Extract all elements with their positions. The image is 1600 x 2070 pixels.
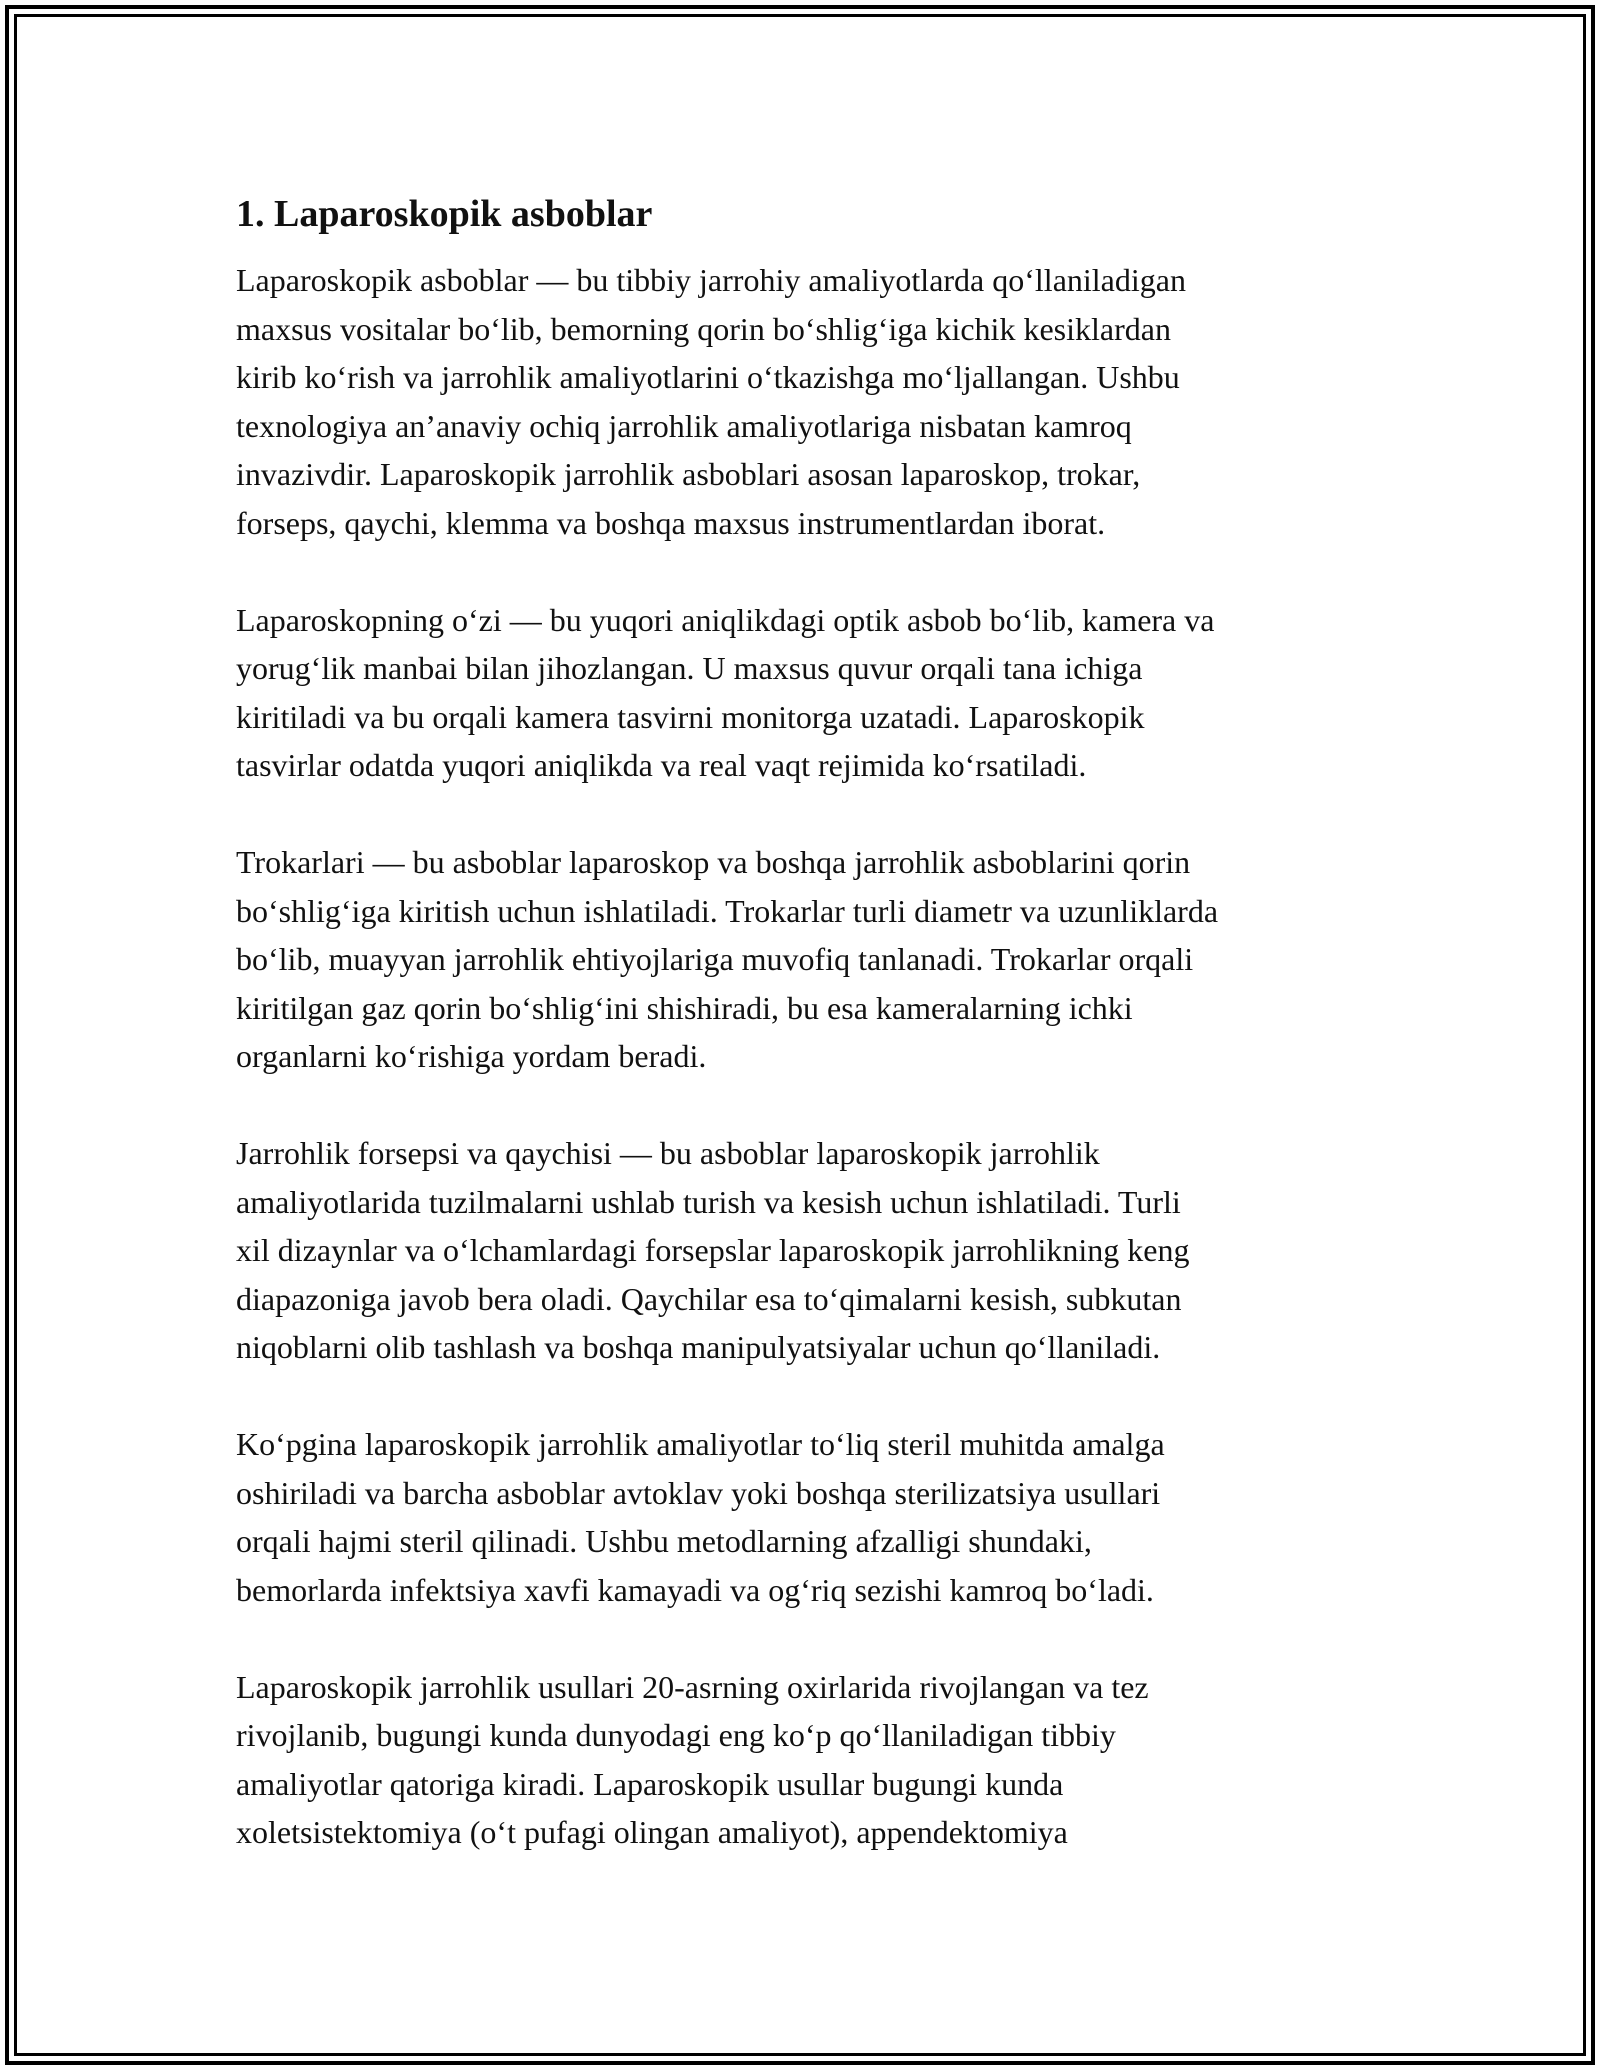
paragraph <box>236 1129 1376 1372</box>
text-line: Jarrohlik forsepsi va qaychisi — bu asboblar laparoskopik jarrohlik <box>236 1135 1100 1171</box>
text-line: bo‘shlig‘iga kiritish uchun ishlatiladi. Trokarlar turli diametr va uzunliklarda <box>236 892 1219 929</box>
section-heading: 1. Laparoskopik asboblar <box>236 193 653 235</box>
text-line: Laparoskopik asboblar — bu tibbiy jarrohiy amaliyotlarda qo‘llaniladigan <box>236 262 1186 298</box>
text-line: niqoblarni olib tashlash va boshqa manipulyatsiyalar uchun qo‘llaniladi. <box>236 1329 1161 1365</box>
text-line: bemorlarda infektsiya xavfi kamayadi va og‘riq sezishi kamroq bo‘ladi. <box>236 1571 1154 1608</box>
text-line: texnologiya an’anaviy ochiq jarrohlik amaliyotlariga nisbatan kamroq <box>236 407 1132 444</box>
text-line: tasvirlar odatda yuqori aniqlikda va real vaqt rejimida ko‘rsatiladi. <box>236 747 1087 783</box>
text-line: forseps, qaychi, klemma va boshqa maxsus instrumentlardan iborat. <box>236 504 1106 541</box>
text-line: diapazoniga javob bera oladi. Qaychilar esa to‘qimalarni kesish, subkutan <box>236 1280 1182 1317</box>
paragraph <box>236 1663 1376 1857</box>
paragraph <box>236 838 1376 1081</box>
text-line: rivojlanib, bugungi kunda dunyodagi eng ko‘p qo‘llaniladigan tibbiy <box>236 1717 1116 1753</box>
text-line: xoletsistektomiya (o‘t pufagi olingan amaliyot), appendektomiya <box>236 1814 1068 1850</box>
text-line: amaliyotlarida tuzilmalarni ushlab turish va kesish uchun ishlatiladi. Turli <box>236 1183 1181 1220</box>
text-line: yorug‘lik manbai bilan jihozlangan. U maxsus quvur orqali tana ichiga <box>236 650 1143 686</box>
paragraph <box>236 596 1376 790</box>
paragraph <box>236 1420 1376 1614</box>
text-line: kirib ko‘rish va jarrohlik amaliyotlarini o‘tkazishga mo‘ljallangan. Ushbu <box>236 359 1180 395</box>
text-line: bo‘lib, muayyan jarrohlik ehtiyojlariga muvofiq tanlanadi. Trokarlar orqali <box>236 941 1194 977</box>
text-line: orqali hajmi steril qilinadi. Ushbu metodlarning afzalligi shundaki, <box>236 1523 1092 1559</box>
text-line: xil dizaynlar va o‘lchamlardagi forsepslar laparoskopik jarrohlikning keng <box>236 1232 1190 1268</box>
text-line: kiritiladi va bu orqali kamera tasvirni monitorga uzatadi. Laparoskopik <box>236 698 1145 735</box>
text-line: Laparoskopik jarrohlik usullari 20-asrning oxirlarida rivojlangan va tez <box>236 1668 1149 1705</box>
text-line: Trokarlari — bu asboblar laparoskop va boshqa jarrohlik asboblarini qorin <box>236 844 1191 880</box>
text-line: oshiriladi va barcha asboblar avtoklav yoki boshqa sterilizatsiya usullari <box>236 1474 1161 1511</box>
text-line: invazivdir. Laparoskopik jarrohlik asboblari asosan laparoskop, trokar, <box>236 456 1141 492</box>
paragraph-list <box>236 256 1376 1857</box>
document-body <box>236 184 1376 1905</box>
text-line: kiritilgan gaz qorin bo‘shlig‘ini shishiradi, bu esa kameralarning ichki <box>236 989 1133 1026</box>
text-line: organlarni ko‘rishiga yordam beradi. <box>236 1038 707 1074</box>
text-line: maxsus vositalar bo‘lib, bemorning qorin bo‘shlig‘iga kichik kesiklardan <box>236 310 1171 347</box>
text-line: Laparoskopning o‘zi — bu yuqori aniqlikdagi optik asbob bo‘lib, kamera va <box>236 601 1215 638</box>
text-line: amaliyotlar qatoriga kiradi. Laparoskopik usullar bugungi kunda <box>236 1765 1064 1802</box>
text-line: Ko‘pgina laparoskopik jarrohlik amaliyotlar to‘liq steril muhitda amalga <box>236 1426 1165 1462</box>
paragraph <box>236 256 1376 547</box>
